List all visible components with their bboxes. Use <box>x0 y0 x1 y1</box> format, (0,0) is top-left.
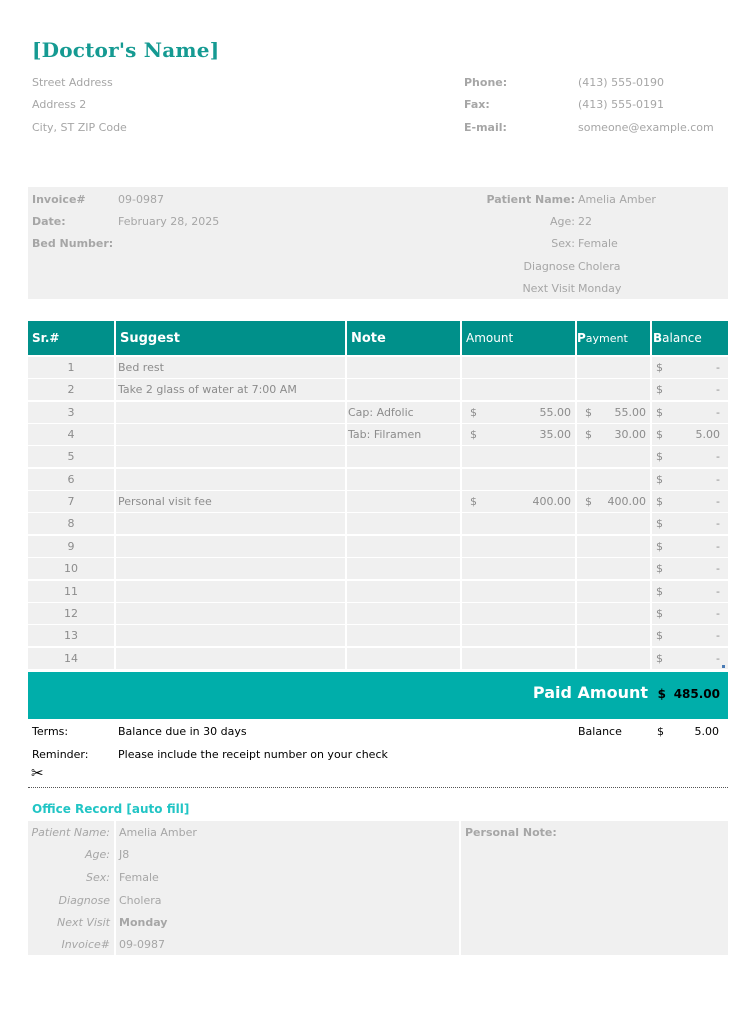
currency-symbol: $ <box>656 450 663 463</box>
cell-note[interactable] <box>347 357 460 378</box>
cell-note[interactable] <box>347 491 460 512</box>
cell-payment[interactable] <box>577 648 650 669</box>
balance-value: 5.00 <box>694 725 719 738</box>
table-row <box>28 558 728 579</box>
phone-value: (413) 555-0190 <box>578 76 665 89</box>
balance-label: Balance <box>578 725 622 738</box>
cell-note[interactable] <box>347 603 460 624</box>
cell-sr[interactable]: 13 <box>28 625 114 646</box>
date-value: February 28, 2025 <box>118 215 220 228</box>
cell-sr[interactable]: 10 <box>28 558 114 579</box>
currency-symbol: $ <box>470 428 477 441</box>
terms-value: Balance due in 30 days <box>118 725 247 738</box>
office-patient-name-label: Patient Name: <box>31 826 110 839</box>
office-next-visit-label: Next Visit <box>57 916 110 929</box>
office-record-title: Office Record [auto fill] <box>32 802 190 816</box>
cell-note[interactable] <box>347 648 460 669</box>
balance-value: - <box>716 383 720 396</box>
currency-symbol: $ <box>656 406 663 419</box>
cell-amount[interactable] <box>462 513 575 534</box>
age-value: 22 <box>578 215 592 228</box>
currency-symbol: $ <box>656 629 663 642</box>
column-header-payment <box>577 321 650 355</box>
cell-sr[interactable]: 14 <box>28 648 114 669</box>
balance-header-cap: B <box>653 331 663 345</box>
cell-note[interactable] <box>347 625 460 646</box>
cell-amount[interactable] <box>462 625 575 646</box>
cell-suggest[interactable]: Personal visit fee <box>116 491 345 512</box>
cell-balance[interactable] <box>652 581 728 602</box>
cell-amount[interactable] <box>462 581 575 602</box>
payment-header-cap: P <box>577 331 586 345</box>
currency-symbol: $ <box>585 406 592 419</box>
currency-symbol: $ <box>470 495 477 508</box>
office-sex-label: Sex: <box>86 871 110 884</box>
office-diagnose-value: Cholera <box>119 894 162 907</box>
diagnose-value: Cholera <box>578 260 621 273</box>
table-row <box>28 536 728 557</box>
cell-amount[interactable] <box>462 469 575 490</box>
table-resize-handle[interactable] <box>722 665 725 668</box>
cell-payment[interactable] <box>577 513 650 534</box>
balance-value: - <box>716 585 720 598</box>
cell-payment[interactable] <box>577 424 650 445</box>
table-row <box>28 446 728 467</box>
table-row <box>28 603 728 624</box>
office-age-label: Age: <box>85 848 110 861</box>
office-diagnose-label: Diagnose <box>58 894 110 907</box>
sex-value: Female <box>578 237 618 250</box>
cell-sr[interactable]: 8 <box>28 513 114 534</box>
personal-note-panel <box>461 821 728 955</box>
cell-note[interactable]: Tab: Filramen <box>347 424 460 445</box>
currency-symbol: $ <box>656 473 663 486</box>
scissors-icon: ✂ <box>31 764 44 782</box>
currency-symbol: $ <box>656 517 663 530</box>
cell-note[interactable] <box>347 536 460 557</box>
payment-value: 55.00 <box>614 406 646 419</box>
terms-label: Terms: <box>32 725 69 738</box>
cell-suggest[interactable] <box>116 648 345 669</box>
cell-payment[interactable] <box>577 491 650 512</box>
cell-sr[interactable]: 11 <box>28 581 114 602</box>
balance-value: - <box>716 406 720 419</box>
currency-symbol: $ <box>656 652 663 665</box>
currency-symbol: $ <box>656 585 663 598</box>
table-row <box>28 625 728 646</box>
cell-suggest[interactable] <box>116 513 345 534</box>
email-label: E-mail: <box>464 121 507 134</box>
cell-amount[interactable] <box>462 424 575 445</box>
next-visit-value: Monday <box>578 282 622 295</box>
table-row <box>28 379 728 400</box>
cell-balance[interactable] <box>652 379 728 400</box>
cell-payment[interactable] <box>577 603 650 624</box>
cell-payment[interactable] <box>577 379 650 400</box>
cell-amount[interactable] <box>462 357 575 378</box>
cell-suggest[interactable] <box>116 446 345 467</box>
cell-sr[interactable]: 3 <box>28 402 114 423</box>
patient-name-value: Amelia Amber <box>578 193 656 206</box>
table-row <box>28 402 728 423</box>
invoice-number-label: Invoice# <box>32 193 86 206</box>
currency-symbol: $ <box>470 406 477 419</box>
balance-value: - <box>716 450 720 463</box>
balance-value: - <box>716 629 720 642</box>
cell-balance[interactable] <box>652 446 728 467</box>
office-invoice-label: Invoice# <box>61 938 110 951</box>
currency-symbol: $ <box>656 540 663 553</box>
cell-amount[interactable] <box>462 648 575 669</box>
paid-amount-value: 485.00 <box>673 687 720 701</box>
cell-note[interactable] <box>347 469 460 490</box>
cell-balance[interactable] <box>652 469 728 490</box>
cell-suggest[interactable] <box>116 558 345 579</box>
cell-payment[interactable] <box>577 446 650 467</box>
table-row <box>28 357 728 378</box>
fax-value: (413) 555-0191 <box>578 98 665 111</box>
email-value: someone@example.com <box>578 121 714 134</box>
balance-value: - <box>716 652 720 665</box>
phone-label: Phone: <box>464 76 508 89</box>
cell-payment[interactable] <box>577 357 650 378</box>
cell-suggest[interactable]: Bed rest <box>116 357 345 378</box>
patient-name-label: Patient Name: <box>486 193 575 206</box>
currency-symbol: $ <box>656 361 663 374</box>
age-label: Age: <box>550 215 575 228</box>
fax-label: Fax: <box>464 98 490 111</box>
cell-payment[interactable] <box>577 402 650 423</box>
paid-amount-currency: $ <box>657 687 666 701</box>
cell-balance[interactable] <box>652 558 728 579</box>
balance-value: - <box>716 562 720 575</box>
currency-symbol: $ <box>585 428 592 441</box>
office-sex-value: Female <box>119 871 159 884</box>
cell-payment[interactable] <box>577 581 650 602</box>
cell-amount[interactable] <box>462 558 575 579</box>
cell-amount[interactable] <box>462 402 575 423</box>
currency-symbol: $ <box>585 495 592 508</box>
cell-suggest[interactable] <box>116 402 345 423</box>
cell-suggest[interactable] <box>116 603 345 624</box>
cell-note[interactable]: Cap: Adfolic <box>347 402 460 423</box>
amount-value: 55.00 <box>539 406 571 419</box>
reminder-label: Reminder: <box>32 748 89 761</box>
office-age-value: J8 <box>119 848 130 861</box>
cell-sr[interactable]: 12 <box>28 603 114 624</box>
balance-header-rest: alance <box>662 331 702 345</box>
office-patient-name-value: Amelia Amber <box>119 826 197 839</box>
table-row <box>28 469 728 490</box>
column-header-note: Note <box>347 321 460 355</box>
cell-balance[interactable] <box>652 648 728 669</box>
cell-sr[interactable]: 7 <box>28 491 114 512</box>
city-state-zip: City, ST ZIP Code <box>32 121 127 134</box>
payment-value: 400.00 <box>607 495 646 508</box>
cell-suggest[interactable] <box>116 424 345 445</box>
cell-balance[interactable] <box>652 491 728 512</box>
cell-amount[interactable] <box>462 536 575 557</box>
currency-symbol: $ <box>656 383 663 396</box>
address-2: Address 2 <box>32 98 87 111</box>
cell-suggest[interactable]: Take 2 glass of water at 7:00 AM <box>116 379 345 400</box>
street-address: Street Address <box>32 76 113 89</box>
cell-note[interactable] <box>347 446 460 467</box>
balance-value: - <box>716 517 720 530</box>
column-header-amount: Amount <box>462 321 575 355</box>
currency-symbol: $ <box>656 495 663 508</box>
cell-amount[interactable] <box>462 603 575 624</box>
cell-balance[interactable] <box>652 536 728 557</box>
cell-sr[interactable]: 1 <box>28 357 114 378</box>
cell-sr[interactable]: 2 <box>28 379 114 400</box>
table-row <box>28 581 728 602</box>
currency-symbol: $ <box>656 562 663 575</box>
cell-amount[interactable] <box>462 446 575 467</box>
cell-note[interactable] <box>347 581 460 602</box>
balance-value: - <box>716 473 720 486</box>
diagnose-label: Diagnose <box>523 260 575 273</box>
column-header-suggest: Suggest <box>116 321 345 355</box>
cell-sr[interactable]: 4 <box>28 424 114 445</box>
cell-suggest[interactable] <box>116 625 345 646</box>
office-record-labels-panel <box>28 821 114 955</box>
cell-payment[interactable] <box>577 558 650 579</box>
table-row <box>28 424 728 445</box>
bed-number-label: Bed Number: <box>32 237 114 250</box>
personal-note-label: Personal Note: <box>465 826 557 839</box>
cell-note[interactable] <box>347 513 460 534</box>
cell-amount[interactable] <box>462 491 575 512</box>
paid-amount-label: Paid Amount <box>532 683 648 702</box>
cell-balance[interactable] <box>652 424 728 445</box>
cell-suggest[interactable] <box>116 469 345 490</box>
cell-balance[interactable] <box>652 513 728 534</box>
currency-symbol: $ <box>656 607 663 620</box>
balance-value: 5.00 <box>695 428 720 441</box>
reminder-value: Please include the receipt number on your check <box>118 748 388 761</box>
balance-value: - <box>716 495 720 508</box>
cell-sr[interactable]: 5 <box>28 446 114 467</box>
sex-label: Sex: <box>551 237 575 250</box>
cell-suggest[interactable] <box>116 581 345 602</box>
cell-sr[interactable]: 9 <box>28 536 114 557</box>
currency-symbol: $ <box>656 428 663 441</box>
table-row <box>28 648 728 669</box>
cell-sr[interactable]: 6 <box>28 469 114 490</box>
cell-payment[interactable] <box>577 625 650 646</box>
payment-header-rest: ayment <box>585 331 628 345</box>
next-visit-label: Next Visit <box>522 282 575 295</box>
office-invoice-value: 09-0987 <box>119 938 165 951</box>
cut-line-divider <box>28 787 728 788</box>
amount-value: 35.00 <box>539 428 571 441</box>
date-label: Date: <box>32 215 66 228</box>
cell-payment[interactable] <box>577 469 650 490</box>
balance-currency: $ <box>657 725 664 738</box>
column-header-sr: Sr.# <box>28 321 114 355</box>
amount-value: 400.00 <box>532 495 571 508</box>
cell-suggest[interactable] <box>116 536 345 557</box>
cell-balance[interactable] <box>652 402 728 423</box>
balance-value: - <box>716 361 720 374</box>
office-record-values-panel <box>116 821 459 955</box>
invoice-number-value: 09-0987 <box>118 193 164 206</box>
cell-amount[interactable] <box>462 379 575 400</box>
cell-note[interactable] <box>347 558 460 579</box>
balance-value: - <box>716 607 720 620</box>
office-next-visit-value: Monday <box>119 916 168 929</box>
paid-amount-bar <box>28 672 728 719</box>
column-header-balance <box>652 321 728 355</box>
table-row <box>28 513 728 534</box>
cell-balance[interactable] <box>652 357 728 378</box>
doctor-name: [Doctor's Name] <box>32 38 220 62</box>
table-row <box>28 491 728 512</box>
balance-value: - <box>716 540 720 553</box>
payment-value: 30.00 <box>614 428 646 441</box>
cell-balance[interactable] <box>652 603 728 624</box>
cell-note[interactable] <box>347 379 460 400</box>
cell-payment[interactable] <box>577 536 650 557</box>
cell-balance[interactable] <box>652 625 728 646</box>
